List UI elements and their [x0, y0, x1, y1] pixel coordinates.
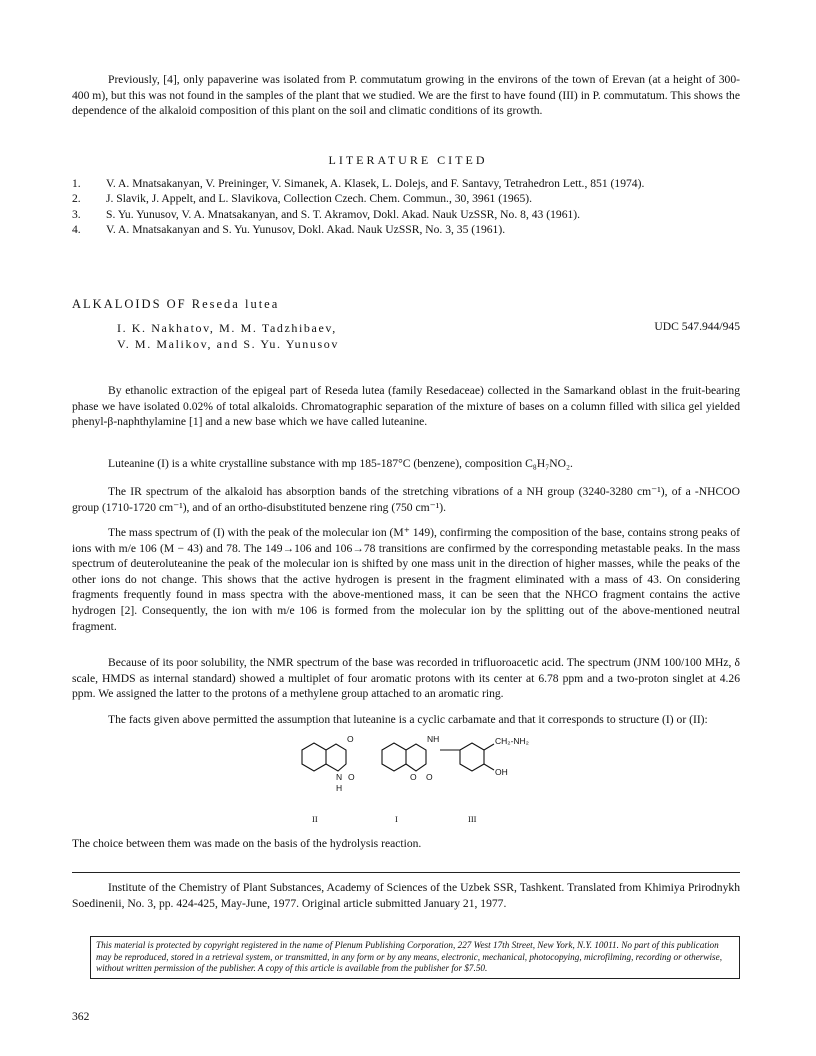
body-paragraph: The mass spectrum of (I) with the peak of the molecular ion (M⁺ 149), confirming the composition of the base, contains strong peaks of ions with m/e 106 (M − 43) and 78. The 149→106 and 106→78 transitions are confirmed by the corresponding metastable peaks. In the mass spectrum of deuteroluteanine the peak of the molecular ion is shifted by one mass unit in the direction of higher masses, while the peaks of the other ions do not change. This shows that the active hydrogen is present in the fragment eliminated with a mass of 43. On considering fragments frequently found in mass spectra with the above-mentioned mass, it can be seen that the NHCO fragment contains the active hydrogen [2]. Consequently, the ion with m/e 106 is formed from the molecular ion by the splitting out of the above-mentioned neutral fragment. — [72, 526, 740, 633]
intro-paragraph: Previously, [4], only papaverine was isolated from P. commutatum growing in the environs of the town of Erevan (at a height of 300-400 m), but this was not found in the samples of the plant that we studied. We are the first to have found (III) in P. commutatum. This shows the dependence of the alkaloid composition of this plant on the soil and climatic conditions of its growth. — [72, 73, 740, 118]
atom-label: NH — [427, 734, 440, 744]
reference-text: S. Yu. Yunusov, V. A. Mnatsakanyan, and S. T. Akramov, Dokl. Akad. Nauk UzSSR, No. 8, 43 (1961). — [106, 207, 581, 221]
structure-label: II — [312, 814, 318, 824]
atom-label: O — [410, 772, 417, 782]
structure-iii-benzene-ring — [460, 743, 484, 771]
reference-number: 3. — [72, 207, 81, 221]
structure-i-benzene-ring — [382, 743, 406, 771]
body-paragraph: By ethanolic extraction of the epigeal part of Reseda lutea (family Resedaceae) collected in the Samarkand oblast in the fruit-bearing phase we have isolated 0.02% of total alkaloids. Chromatographic separation of the mixture of bases on a column filled with silica gel yielded phenyl-β-naphthylamine [1] and a new base which we have called luteanine. — [72, 384, 740, 429]
page-number: 362 — [72, 1010, 90, 1023]
author-list — [117, 320, 339, 352]
atom-label: O — [347, 734, 354, 744]
structure-i-hetero-ring — [406, 744, 426, 771]
structure-iii-oh-bond — [484, 764, 494, 770]
affiliation-note: Institute of the Chemistry of Plant Substances, Academy of Sciences of the Uzbek SSR, Tashkent. Translated from Khimiya Prirodnykh Soedinenii, No. 3, pp. 424-425, May-June, 1977. Original article submitted January 21, 1977. — [72, 881, 740, 910]
reference-text: V. A. Mnatsakanyan and S. Yu. Yunusov, Dokl. Akad. Nauk UzSSR, No. 3, 35 (1961). — [106, 223, 506, 237]
literature-heading: LITERATURE CITED — [328, 153, 488, 167]
reference-number: 4. — [72, 223, 81, 237]
body-paragraph: The choice between them was made on the basis of the hydrolysis reaction. — [72, 837, 422, 850]
reference-item — [72, 176, 740, 191]
copyright-notice: This material is protected by copyright registered in the name of Plenum Publishing Corporation, 227 West 17th Street, New York, N.Y. 10011. No part of this publication may be reproduced, stored in a retrieval system, or transmitted, in any form or by any means, electronic, mechanical, photocopying, microfilming, recording or otherwise, without written permission of the publisher. A copy of this article is available from the publisher for $7.50. — [90, 936, 740, 979]
body-paragraph: Because of its poor solubility, the NMR spectrum of the base was recorded in trifluoroacetic acid. The spectrum (JNM 100/100 MHz, δ scale, HMDS as internal standard) showed a multiplet of four aromatic protons with its center at 6.78 ppm and a two-proton singlet at 4.26 ppm. We assigned the latter to the protons of a methylene group attached to an aromatic ring. — [72, 656, 740, 701]
reference-text: V. A. Mnatsakanyan, V. Preininger, V. Simanek, A. Klasek, L. Dolejs, and F. Santavy, Tetrahedron Lett., 851 (1974). — [106, 177, 645, 190]
atom-label: H — [336, 783, 343, 793]
atom-label: O — [426, 772, 433, 782]
structure-label: I — [395, 814, 398, 824]
reference-list — [72, 176, 740, 238]
reference-item — [72, 207, 740, 222]
reference-item — [72, 191, 740, 206]
reference-item — [72, 222, 740, 237]
section-divider — [72, 872, 740, 873]
atom-label: OH — [495, 767, 508, 777]
atom-label: CH₂-NH₂ — [495, 736, 529, 746]
reference-text: J. Slavik, J. Appelt, and L. Slavikova, Collection Czech. Chem. Commun., 30, 3961 (1965). — [106, 192, 533, 206]
authors-line: I. K. Nakhatov, M. M. Tadzhibaev, — [117, 321, 337, 335]
udc-code: UDC 547.944/945 — [654, 320, 740, 333]
atom-label: N — [336, 772, 343, 782]
chemical-structures — [292, 728, 532, 828]
body-paragraph: The IR spectrum of the alkaloid has absorption bands of the stretching vibrations of a NH group (3240-3280 cm⁻¹), of a -NHCOO group (1710-1720 cm⁻¹), and of an ortho-disubstituted benzene ring (750 cm⁻¹). — [72, 485, 740, 514]
article-title: ALKALOIDS OF Reseda lutea — [72, 297, 280, 311]
structure-label: III — [468, 814, 477, 824]
body-paragraph: Luteanine (I) is a white crystalline substance with mp 185-187°C (benzene), composition C₈H₇NO₂. — [108, 457, 573, 470]
body-paragraph: The facts given above permitted the assumption that luteanine is a cyclic carbamate and that it corresponds to structure (I) or (II): — [108, 713, 708, 726]
authors-line: V. M. Malikov, and S. Yu. Yunusov — [117, 337, 339, 351]
structure-iii-ch2-bond — [484, 744, 494, 750]
reference-number: 2. — [72, 192, 81, 206]
structure-ii-benzene-ring — [302, 743, 326, 771]
atom-label: O — [348, 772, 355, 782]
reference-number: 1. — [72, 177, 81, 190]
structure-ii-hetero-ring — [326, 744, 346, 771]
